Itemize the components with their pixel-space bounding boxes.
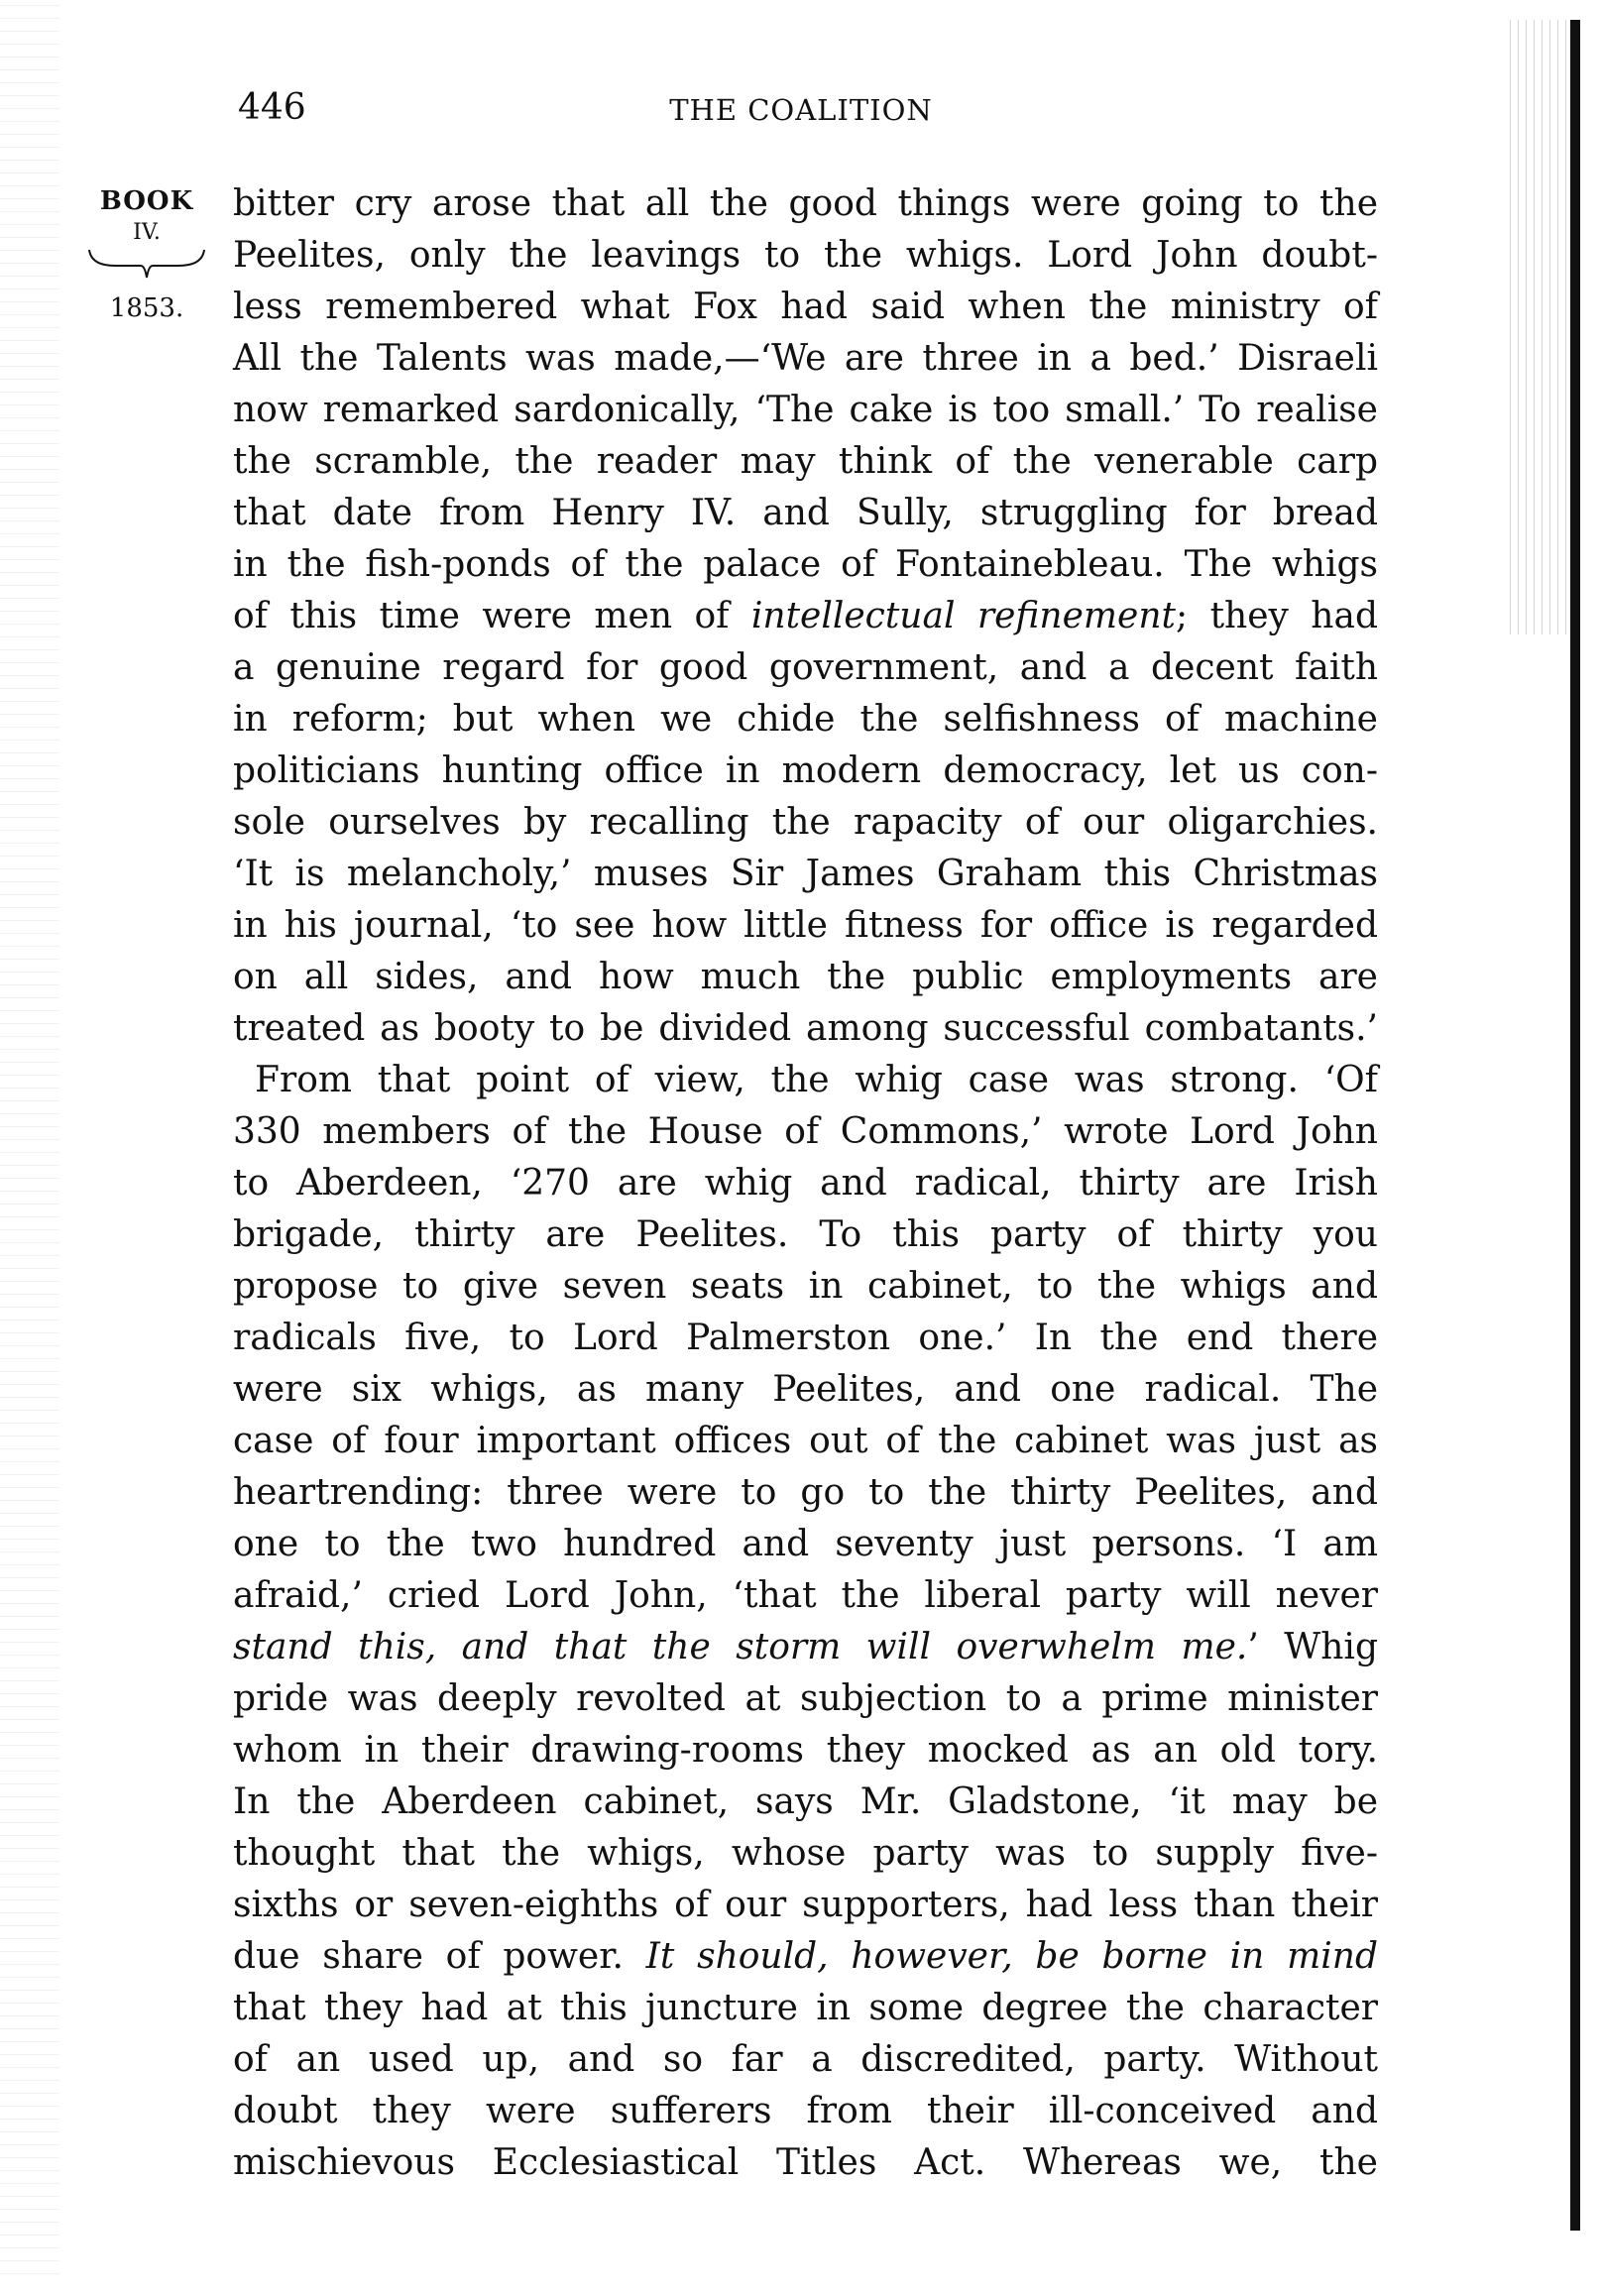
- scan-edge-left: [0, 0, 59, 2280]
- text-line: now remarked sardonically, ‘The cake is too small.’ To realise: [233, 390, 1378, 430]
- text-line: pride was deeply revolted at subjection to a prime minister: [233, 1678, 1378, 1719]
- text-line: 330 members of the House of Commons,’ wrote Lord John: [233, 1111, 1378, 1152]
- text-line: bitter cry arose that all the good things were going to the: [233, 183, 1378, 224]
- text-line: in his journal, ‘to see how little fitness for office is regarded: [233, 905, 1378, 946]
- text-line: a genuine regard for good government, and a decent faith: [233, 647, 1378, 688]
- text-line: treated as booty to be divided among successful combatants.’: [233, 1008, 1378, 1049]
- sidenote-year: 1853.: [109, 293, 184, 323]
- text-line: mischievous Ecclesiastical Titles Act. Whereas we, the: [233, 2142, 1378, 2183]
- text-line: brigade, thirty are Peelites. To this party of thirty you: [233, 1214, 1378, 1255]
- text-line: sole ourselves by recalling the rapacity of our oligarchies.: [233, 802, 1378, 843]
- text-line: that they had at this juncture in some degree the character: [233, 1988, 1378, 2028]
- text-line: of this time were men of intellectual refinement; they had: [233, 596, 1378, 636]
- text-line: stand this, and that the storm will overwhelm me.’ Whig: [233, 1627, 1378, 1667]
- text-line: All the Talents was made,—‘We are three in a bed.’ Disraeli: [233, 338, 1378, 379]
- text-line: doubt they were sufferers from their ill-conceived and: [233, 2091, 1378, 2131]
- text-line: whom in their drawing-rooms they mocked as an old tory.: [233, 1730, 1378, 1771]
- sidenote-volume: IV.: [133, 220, 161, 245]
- text-line: afraid,’ cried Lord John, ‘that the liberal party will never: [233, 1575, 1378, 1616]
- text-line: thought that the whigs, whose party was to supply five-: [233, 1833, 1378, 1874]
- text-line: to Aberdeen, ‘270 are whig and radical, thirty are Irish: [233, 1163, 1378, 1204]
- text-line: were six whigs, as many Peelites, and one radical. The: [233, 1369, 1378, 1410]
- text-line: politicians hunting office in modern democracy, let us con-: [233, 750, 1378, 791]
- italic-text: It should, however, be borne in mind: [645, 1936, 1378, 1977]
- page-number: 446: [238, 87, 306, 128]
- text-line: From that point of view, the whig case was strong. ‘Of: [255, 1060, 1378, 1100]
- text-line: case of four important offices out of the cabinet was just as: [233, 1421, 1378, 1461]
- text-line: in the fish-ponds of the palace of Fontainebleau. The whigs: [233, 544, 1378, 585]
- text-line: one to the two hundred and seventy just persons. ‘I am: [233, 1524, 1378, 1564]
- text-line: In the Aberdeen cabinet, says Mr. Gladstone, ‘it may be: [233, 1781, 1378, 1822]
- text-line: sixths or seven-eighths of our supporters, had less than their: [233, 1885, 1378, 1925]
- text-line: radicals five, to Lord Palmerston one.’ In the end there: [233, 1318, 1378, 1358]
- text-line: that date from Henry IV. and Sully, struggling for bread: [233, 493, 1378, 533]
- scan-edge-right: [1570, 20, 1580, 2231]
- text-line: on all sides, and how much the public employments are: [233, 957, 1378, 997]
- sidenote-book: BOOK: [99, 186, 194, 216]
- text-line: in reform; but when we chide the selfishness of machine: [233, 699, 1378, 740]
- text-line: propose to give seven seats in cabinet, to the whigs and: [233, 1266, 1378, 1307]
- running-title: THE COALITION: [669, 93, 933, 127]
- brace-icon: [85, 248, 208, 287]
- text-line: heartrending: three were to go to the thirty Peelites, and: [233, 1472, 1378, 1513]
- text-line: due share of power. It should, however, be borne in mind: [233, 1936, 1378, 1977]
- text-line: ‘It is melancholy,’ muses Sir James Graham this Christmas: [233, 854, 1378, 894]
- text-line: less remembered what Fox had said when the ministry of: [233, 287, 1378, 327]
- italic-text: stand this, and that the storm will overwhelm me.: [233, 1627, 1248, 1667]
- italic-text: intellectual refinement: [750, 596, 1177, 636]
- text-line: the scramble, the reader may think of the venerable carp: [233, 441, 1378, 482]
- text-line: Peelites, only the leavings to the whigs. Lord John doubt-: [233, 235, 1378, 276]
- body-text: [233, 178, 1378, 2189]
- text-line: of an used up, and so far a discredited, party. Without: [233, 2039, 1378, 2080]
